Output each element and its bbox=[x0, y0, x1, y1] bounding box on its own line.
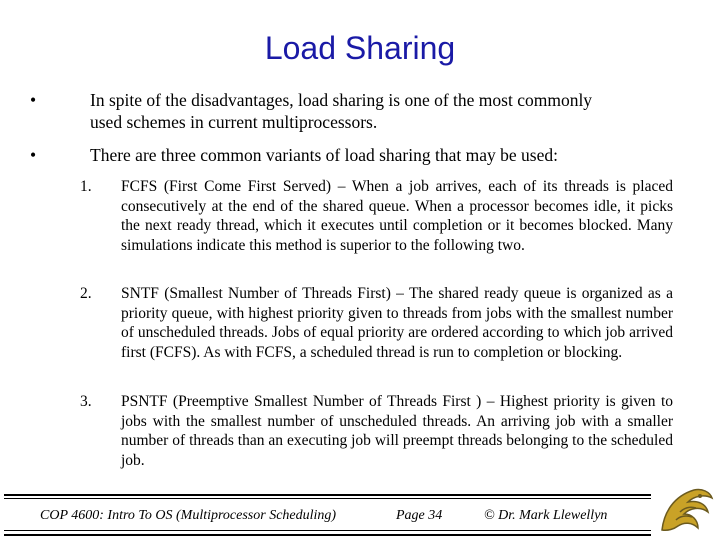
variant-text: PSNTF (Preemptive Smallest Number of Threads First ) – Highest priority is given to jobs with the smallest number of unscheduled threads. An arriving job with a smaller number of threads than an executing job will preempt threads belonging to the scheduled job. bbox=[121, 393, 673, 469]
variant-number: 3. bbox=[80, 393, 92, 410]
footer-divider bbox=[4, 534, 651, 536]
footer-page-number: Page 34 bbox=[396, 508, 443, 523]
bullet-line: In spite of the disadvantages, load sharing is one of the most commonly bbox=[90, 90, 593, 110]
variant-number: 2. bbox=[80, 285, 92, 302]
variant-number: 1. bbox=[80, 178, 92, 195]
footer-course: COP 4600: Intro To OS (Multiprocessor Scheduling) bbox=[40, 508, 337, 523]
footer-divider bbox=[4, 530, 651, 531]
bullet-symbol: • bbox=[30, 90, 37, 110]
variant-text: FCFS (First Come First Served) – When a job arrives, each of its threads is placed consecutively at the end of the shared queue. When a processor becomes idle, it picks the next ready thread, which it executes until completion or it becomes blocked. Many simulations indicate this method is superior to the following two. bbox=[121, 178, 673, 254]
variant-text: SNTF (Smallest Number of Threads First) – The shared ready queue is organized as a priority queue, with highest priority given to threads from jobs with the smallest number of unscheduled threads. Jobs of equal priority are ordered according to which job arrived first (FCFS). As with FCFS, a scheduled thread is run to completion or blocking. bbox=[121, 285, 673, 361]
footer-divider bbox=[4, 498, 651, 499]
bullet-symbol: • bbox=[30, 145, 37, 165]
slide-title: Load Sharing bbox=[264, 30, 456, 66]
bullet-text bbox=[90, 144, 675, 166]
footer-copyright: © Dr. Mark Llewellyn bbox=[484, 508, 608, 523]
ucf-pegasus-logo-icon bbox=[654, 482, 716, 536]
bullet-text bbox=[90, 89, 675, 133]
bullet-line: There are three common variants of load sharing that may be used: bbox=[90, 145, 558, 165]
footer-divider bbox=[4, 494, 651, 496]
slide-footer bbox=[4, 494, 651, 536]
bullet-line: used schemes in current multiprocessors. bbox=[90, 112, 378, 132]
